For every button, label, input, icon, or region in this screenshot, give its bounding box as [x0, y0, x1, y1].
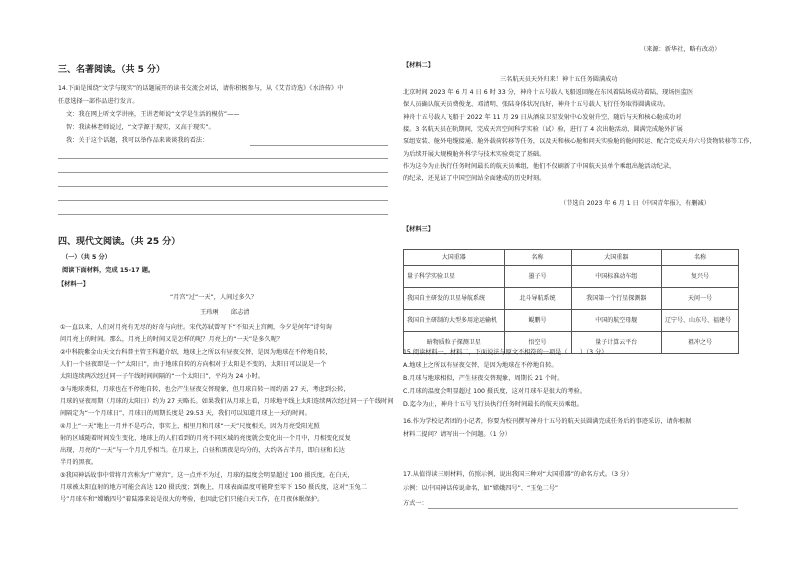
q17-text: 17.从值得读三则材料，仿照示例，说出我国三种对“大国重器”的命名方式。（3 分） [403, 471, 633, 478]
material-2-line: 北京时间 2023 年 6 月 4 日 6 时 33 分，神舟十五号载人飞船返回舱在东风着陆场成功着陆，现场医监医 [403, 89, 694, 96]
table-cell: 中国标准动车组 [571, 266, 661, 288]
dialog-wen: 文：我在网上听文学讲座，王讲老师说“文学是生活的模仿”—— [66, 111, 240, 118]
answer-line[interactable] [58, 186, 388, 187]
answer-line[interactable] [250, 145, 388, 146]
material-2-line: 为后续开展大规模舱外科学与技术实验奠定了基础。 [403, 151, 546, 158]
material-2-line: 泵组安装、舱外电缆接通、舱外载荷转移等任务，以及天和核心舱和问天实验舱的舱间转运、配合完成天舟六号货物转移等工作， [403, 138, 756, 145]
q17-way-label: 方式一： [403, 500, 428, 507]
material-3-label: 【材料三】 [403, 226, 434, 233]
table-cell: 辽宁号、山东号、福建号 [661, 310, 738, 332]
answer-line[interactable] [428, 508, 738, 509]
article-line: 射的区域随着时间发生变化，地球上的人们看到的月亮不同区域的亮度就会变化出一个月中，月相变化反复 [60, 435, 351, 442]
material-2-line: 接。3 名航天员在轨期间，完成天宫空间科学实验（试）验，进行了 4 次出舱活动，圆满完成舱外扩展 [403, 126, 683, 133]
answer-line[interactable] [58, 200, 388, 201]
table-cell: 天问一号 [661, 288, 738, 310]
article-line: ⑤我国神话故事中常将月宫称为“广寒宫”，这一点并不为过，月球的温度会明显超过 100 摄氏度，在白天， [60, 472, 354, 479]
reading-instruction: 阅读下面材料，完成 15-17 题。 [62, 267, 155, 274]
q14-text: 14.下面是围绕“文学与现实”的话题展开的读书交流会对话，请你积极参与，从《艾青诗选》《水浒传》中 [58, 85, 344, 92]
article-line: 问月亮上的时间。那么，月亮上的时间又是怎样的呢？月亮上的“一天”是多久呢？ [60, 336, 283, 343]
table-row [404, 310, 739, 332]
article-line: ③与地球类似，月球也在不停地自转，也会产生昼夜交替现象，但月球自转一周约需 27 天，考虑到公转， [60, 386, 350, 393]
table-header-cell: 大国重器 [404, 250, 505, 266]
table-cell: 北斗导航系统 [504, 288, 571, 310]
article-title: “月宫”过“一天”，人间过多久？ [170, 294, 258, 301]
article-authors: 王玮琍 邱志清 [200, 309, 250, 316]
q17-example: 示例：以中国神话传说命名，如“嫦娥四号”、“玉兔二号” [403, 485, 559, 492]
part-1-label: （一）（共 5 分） [62, 254, 111, 261]
dialog-wo: 我：关于这个话题，我可以举作品来谈谈我的看法： [66, 137, 209, 144]
material-3-table [403, 249, 739, 354]
section-4-heading: 四、现代文阅读。（共 25 分） [58, 237, 181, 247]
table-header-cell: 大国重器 [571, 250, 661, 266]
material-2-line: 保人员确认航天员费俊龙、邓清明、张陆身体状况良好，神舟十五号载人飞行任务取得圆满成功。 [403, 101, 670, 108]
article-line: ①一直以来，人们对月亮有无尽的好奇与向往。宋代苏轼曾写下“不知天上宫阙，今夕是何年”诗句询 [60, 324, 332, 331]
answer-line[interactable] [58, 158, 388, 159]
q16-text: 16.作为学校记者团的小记者，你要为校刊撰写神舟十五号的航天员圆满完成任务后的事迹采访，请你根据 [403, 418, 692, 425]
table-cell: 暗物质粒子探测卫星 [404, 332, 505, 354]
table-cell: 祖冲之号 [661, 332, 738, 354]
material-2-line: 作为这今为止执行任务时间最长的航天员乘组，他们不仅刷新了中国航天员单个乘组出舱活动纪录， [403, 163, 676, 170]
article-line: ②中科院紫金山天文台科普主管王科超介绍，地球上之所以有昼夜交替，是因为地球在不停地自转， [60, 349, 332, 356]
material-2-line: 神舟十五号载人飞船于 2022 年 11 月 29 日从酒泉卫星发射中心发射升空，随后与天和核心舱成功对 [403, 114, 682, 121]
q14-text-cont: 任意选择一部作品进行发言。 [58, 98, 139, 105]
article-line: 半月的黑夜。 [60, 459, 98, 466]
table-cell: 量子科学实验卫星 [404, 266, 505, 288]
material-2-title: 三名航天员天外归来！神十五任务圆满成功 [500, 76, 618, 83]
material-1-label: 【材料一】 [58, 281, 89, 288]
q15-option-b[interactable]: B.月球与地球相似，产生昼夜交替现象，周期长 21 个时。 [403, 375, 564, 382]
table-header-row [404, 250, 739, 266]
table-cell: 我国第一个行星探测器 [571, 288, 661, 310]
article-line: 太阳连续两次经过同一子午线时间间隔的“一个太阳日”，平均为 24 小时。 [60, 373, 264, 380]
article-line: ④月上“一天”地上一月并不是巧合，事实上，相里月和月球“一天”尺度相关，因为月亮受阳光照 [60, 423, 320, 430]
table-cell: 复兴号 [661, 266, 738, 288]
table-cell: 我国自主研发的卫星导航系统 [404, 288, 505, 310]
table-header-cell: 名称 [504, 250, 571, 266]
article-line: 人们一个昼夜即是一个“太阳日”，由于地球自转的方向相对于太阳是不变的，太阳日可以说是一个 [60, 361, 327, 368]
q15-text: 15.阅读材料一、材料二，下面说法与原文不相符的一项是（ ）（3 分） [403, 349, 608, 356]
source-note: （来源：新华社，略有改动） [640, 46, 721, 53]
article-line: 间隔定为“一个月球日”，月球日的周期长度是 29.53 天，我们可以知道月球上一天的时间。 [60, 410, 311, 417]
table-cell: 中国的航空母舰 [571, 310, 661, 332]
article-line: 月球的昼夜周期（月球的太阳日）约为 27 天略长。如果我们从月球上看，月球地平线上太阳连续两次经过同一子午线时间 [60, 398, 394, 405]
material-2-line: 的纪录，还见证了中国空间站全面建成的历史时刻。 [403, 175, 546, 182]
q16-text-cont: 材料二提问？请写出一个问题。（1 分） [403, 431, 511, 438]
section-3-heading: 三、名著阅读。（共 5 分） [58, 65, 166, 75]
table-header-cell: 名称 [661, 250, 738, 266]
article-line: 出现，月亮的“一天”与一个月几乎相当。在月球上，白昼和黑夜是均分的，大约各占半月，即白昼和长达 [60, 447, 345, 454]
material-2-source: （节选自 2023 年 6 月 1 日《中国青年报》，有删减） [560, 200, 710, 207]
table-cell: 悟空号 [504, 332, 571, 354]
table-cell: 量子计算云平台 [571, 332, 661, 354]
q15-option-c[interactable]: C.月球的温度会明显超过 100 摄氏度，这对月球车是很大的考验。 [403, 388, 586, 395]
article-line: 月球被太阳直射的地方可能会高达 120 摄氏度；到晚上，月球表面温度可能降至零下 150 摄氏度，这对“玉兔二 [60, 484, 367, 491]
article-line: 号”月球车和“嫦娥四号”着陆器来说是很大的考验，也因此它们只能白天工作，在月夜休眠保护。 [60, 496, 324, 503]
material-2-label: 【材料二】 [403, 62, 434, 69]
answer-line[interactable] [58, 172, 388, 173]
table-cell: 鲲鹏号 [504, 310, 571, 332]
q15-option-a[interactable]: A.地球上之所以有昼夜交替，是因为地球在不停地自转。 [403, 362, 558, 369]
answer-line[interactable] [58, 214, 388, 215]
table-cell: 墨子号 [504, 266, 571, 288]
table-cell: 我国自主研制的大型多用途运输机 [404, 310, 505, 332]
table-row [404, 266, 739, 288]
table-row [404, 288, 739, 310]
q15-option-d[interactable]: D.迄今为止，神舟十五号飞行员执行任务时间最长的航天员乘组。 [403, 401, 583, 408]
dialog-zhi: 智：我读林老师说过，“文学源于现实，又高于现实”。 [66, 124, 215, 131]
